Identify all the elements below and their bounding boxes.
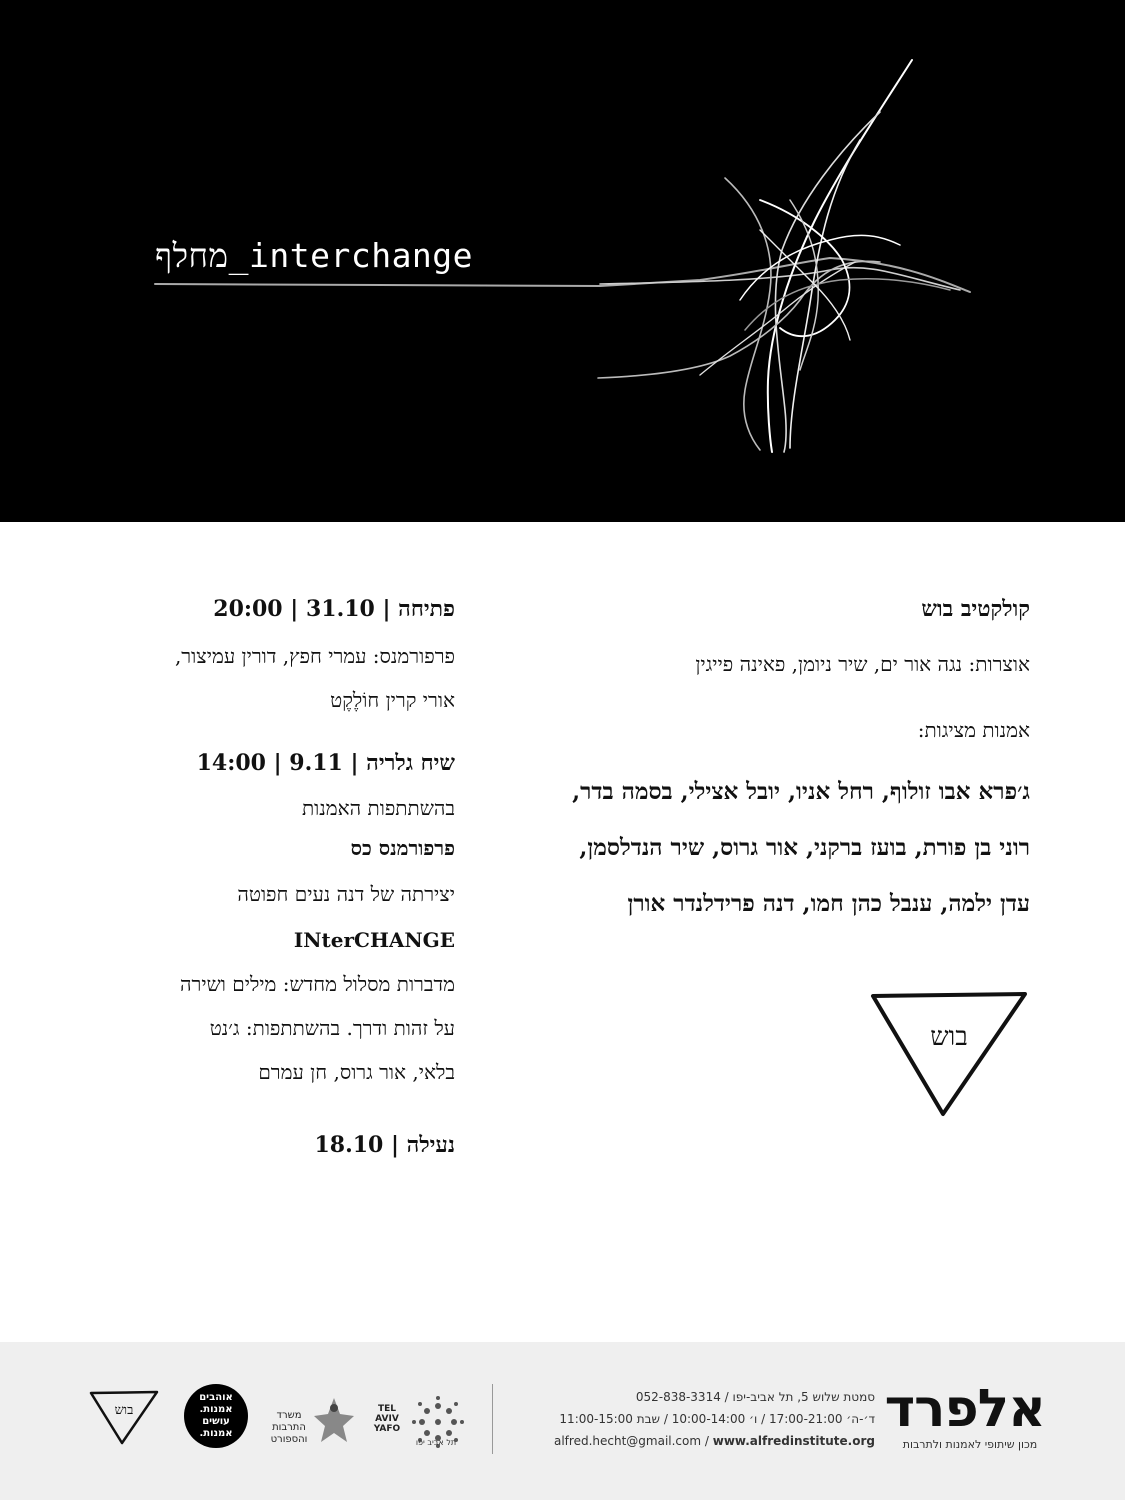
ministry-text: משרד התרבות והספורט [270,1410,308,1445]
artists-line: רוני בן פורת, בועז ברקני, אור גרוס, שיר הנדלסמן, [579,834,1030,861]
talk-line: בהשתתפות האמנות [301,796,455,820]
artists-line: ג׳פרא אבו זולוף, רחל אניו, יובל אצילי, בסמה בדר, [572,778,1030,805]
curators-line: אוצרות: נגה אור ים, שיר ניומן, פאינה פייגין [695,652,1030,676]
footer [0,1342,1125,1500]
bush-collective-logo [865,990,1035,1120]
artists-heading: אמנות מציגות: [917,718,1030,742]
lovers-art-logo [184,1384,248,1448]
artists-line: עדן ילמה, ענבל כהן חמו, דנה פרידלנדר אורן [627,890,1030,917]
address-line: סמטת שלוש 5, תל אביב-יפו / 052-838-3314 [635,1390,875,1404]
alfred-tagline: מכון שיתופי לאמנות ולתרבות [902,1438,1038,1451]
exhibition-info [470,592,1030,928]
closing-heading: נעילה | 18.10 [314,1132,455,1158]
opening-heading: פתיחה | 31.10 | 20:00 [213,596,455,622]
website-link[interactable]: www.alfredinstitute.org [712,1434,875,1448]
interchange-line: בלאי, אור גרוס, חן עמרם [258,1060,455,1084]
hero-banner [0,0,1125,522]
performance-line: יצירתה של דנה נעים חפוטה [237,882,455,906]
events-schedule [110,592,455,1162]
tel-aviv-logo [372,1390,472,1450]
alfred-name: אלפרד [884,1379,1045,1439]
ministry-star-icon [312,1396,356,1446]
footer-divider [492,1384,493,1454]
opening-line: פרפורמנס: עמרי חפץ, דורין עמיצור, [174,644,455,668]
talk-heading: שיח גלריה | 9.11 | 14:00 [196,750,455,776]
collective-name: קולקטיב בוש [921,596,1030,622]
ministry-of-culture-logo [266,1390,358,1450]
performance-heading: פרפורמנס כס [350,836,455,860]
exhibition-title: מחלף_interchange [155,236,474,275]
web-line: www.alfredinstitute.org / alfred.hecht@gmail.com [553,1434,875,1448]
alfred-logo [884,1379,1045,1452]
small-bush-logo [88,1390,160,1446]
svg-text:בוש: בוש [930,1022,968,1052]
interchange-line: מדברות מסלול מחדש: מילים ושירה [180,972,455,996]
interchange-line: על זהות ודרך. בהשתתפות: ג׳נט [209,1016,455,1040]
lovers-art-badge: אוהבים אמנות. עושים אמנות. [184,1384,248,1448]
hours-line: ד׳-ה׳ 17:00-21:00 / ו׳ 10:00-14:00 / שבת 11:00-15:00 [559,1412,875,1426]
svg-text:בוש: בוש [114,1403,134,1418]
contact-info [505,1386,875,1452]
interchange-title: INterCHANGE [293,928,455,952]
opening-line: אורי קרין חוֹלֶקֶט [330,688,455,712]
tlv-hebrew: תל אביב יפו [415,1438,457,1447]
email-link[interactable]: alfred.hecht@gmail.com [553,1434,702,1448]
tlv-text: TEL AVIV YAFO [373,1404,401,1434]
